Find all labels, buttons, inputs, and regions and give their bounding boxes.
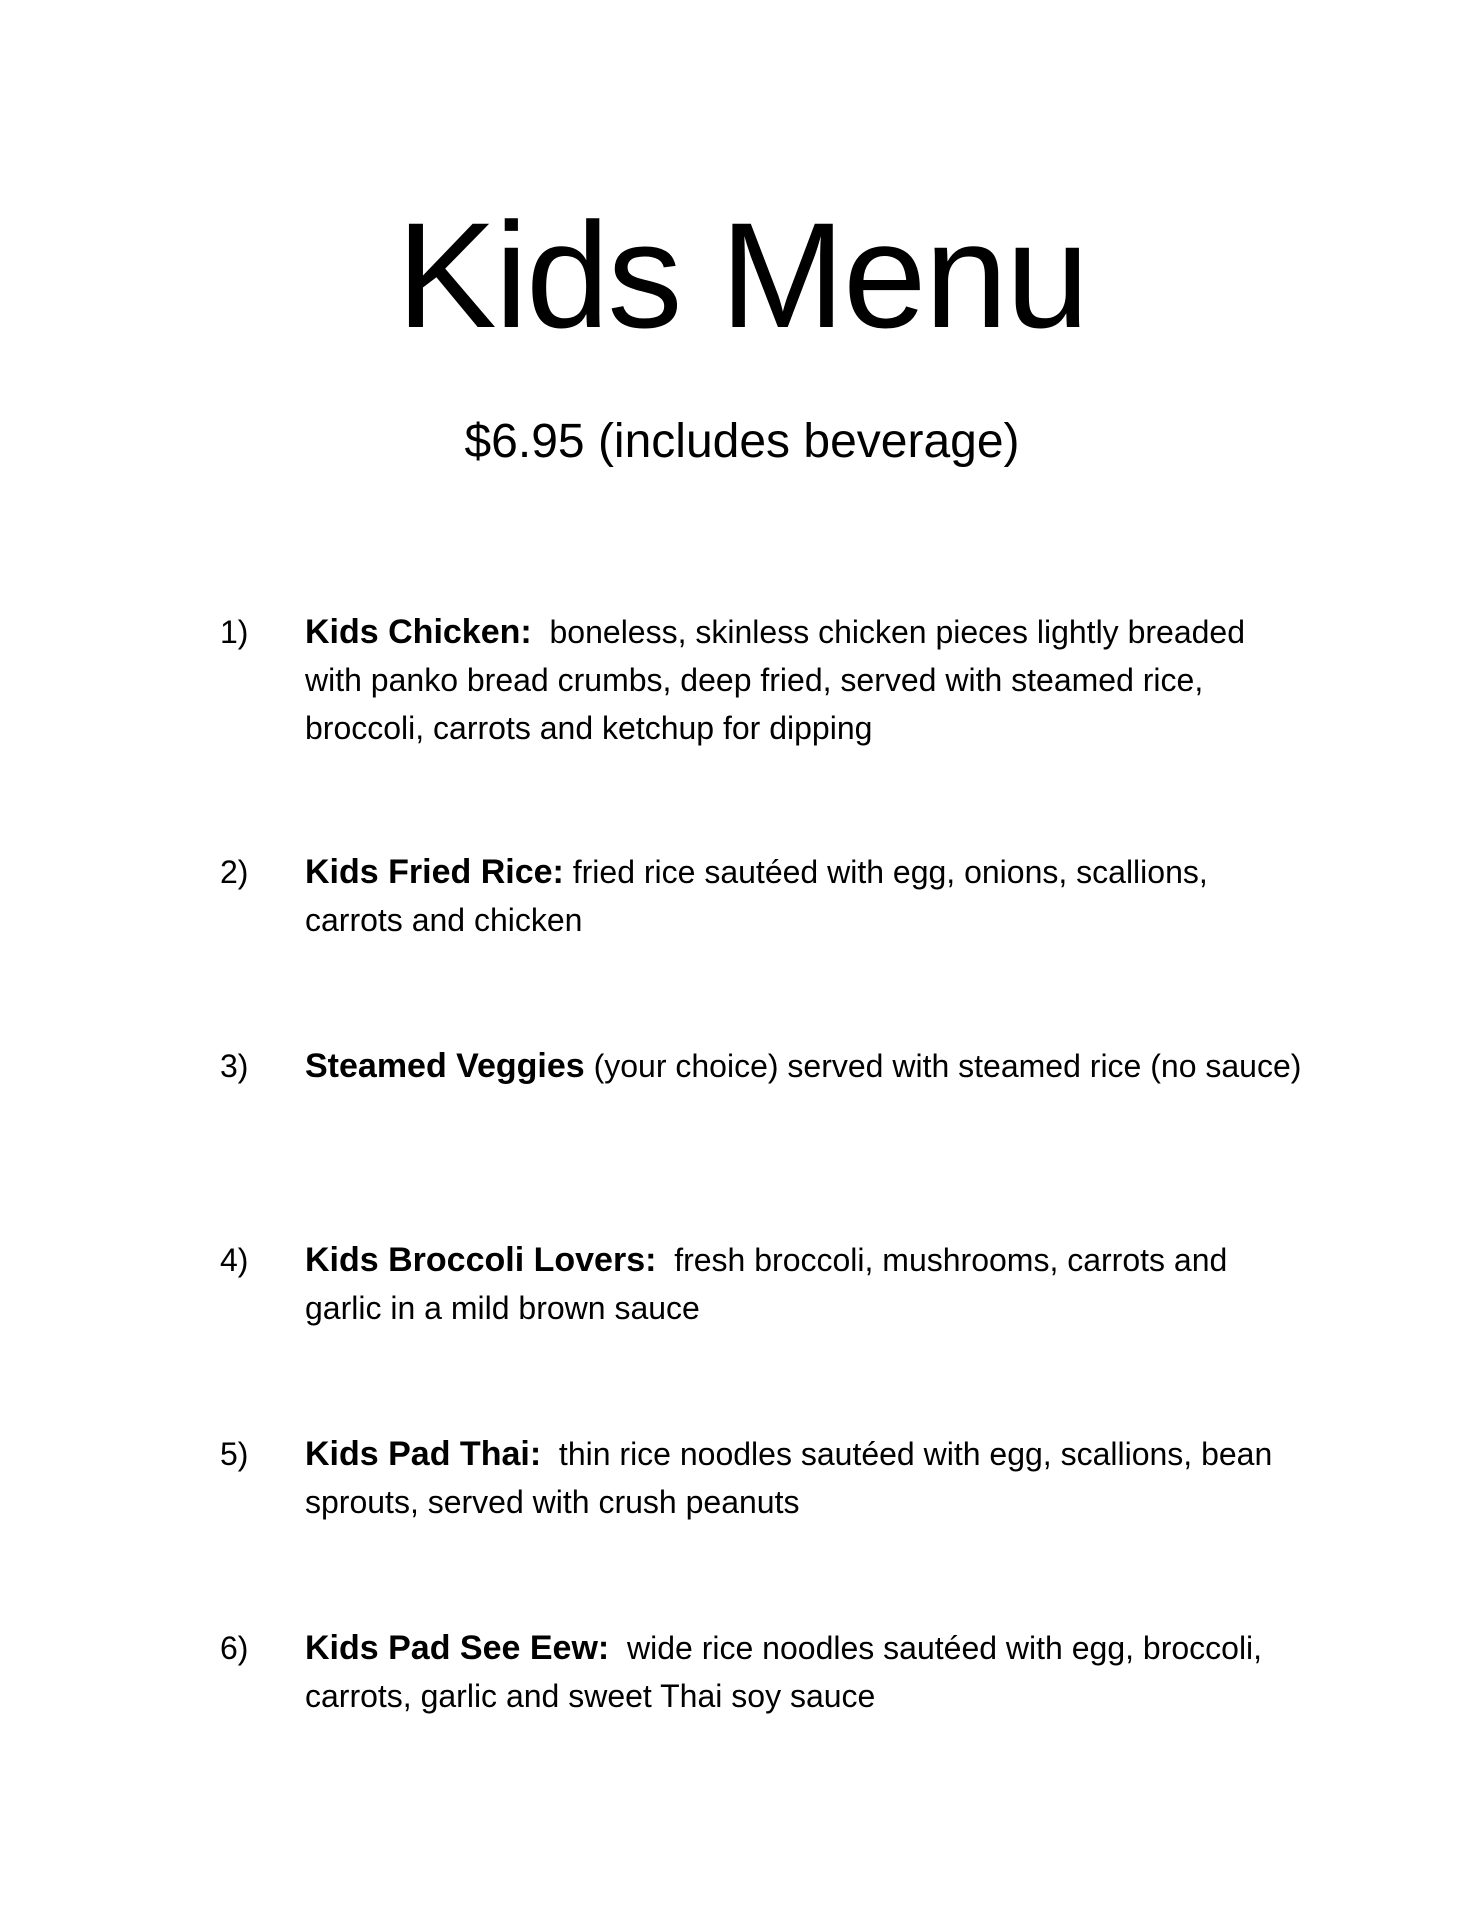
item-description: thin rice noodles sautéed with egg, scallions, bean sprouts, served with crush peanuts — [305, 1436, 1273, 1520]
item-text — [305, 1236, 1305, 1332]
item-description: fried rice sautéed with egg, onions, scallions, carrots and chicken — [305, 854, 1208, 938]
item-description: fresh broccoli, mushrooms, carrots and garlic in a mild brown sauce — [305, 1242, 1228, 1326]
item-text — [305, 608, 1305, 752]
item-name: Kids Pad See Eew: — [305, 1629, 610, 1667]
item-name: Kids Fried Rice: — [305, 853, 564, 891]
item-text — [305, 1042, 1305, 1090]
item-name: Kids Pad Thai: — [305, 1435, 542, 1473]
item-number: 2) — [220, 854, 249, 890]
item-text — [305, 848, 1305, 944]
item-name: Steamed Veggies — [305, 1047, 585, 1085]
item-name: Kids Chicken: — [305, 613, 532, 651]
item-text — [305, 1624, 1305, 1720]
item-number: 3) — [220, 1048, 249, 1084]
item-text — [305, 1430, 1305, 1526]
price-note: $6.95 (includes beverage) — [464, 415, 1020, 468]
item-number: 6) — [220, 1630, 249, 1666]
item-description: wide rice noodles sautéed with egg, broccoli, carrots, garlic and sweet Thai soy sauce — [305, 1630, 1263, 1714]
item-number: 1) — [220, 614, 249, 650]
item-description: (your choice) served with steamed rice (no sauce) — [593, 1048, 1302, 1084]
item-description: boneless, skinless chicken pieces lightly breaded with panko bread crumbs, deep fried, served with steamed rice, broccoli, carrots and ketchup for dipping — [305, 614, 1245, 746]
item-number: 4) — [220, 1242, 249, 1278]
item-number: 5) — [220, 1436, 249, 1472]
page-title: Kids Menu — [396, 191, 1088, 359]
item-name: Kids Broccoli Lovers: — [305, 1241, 657, 1279]
